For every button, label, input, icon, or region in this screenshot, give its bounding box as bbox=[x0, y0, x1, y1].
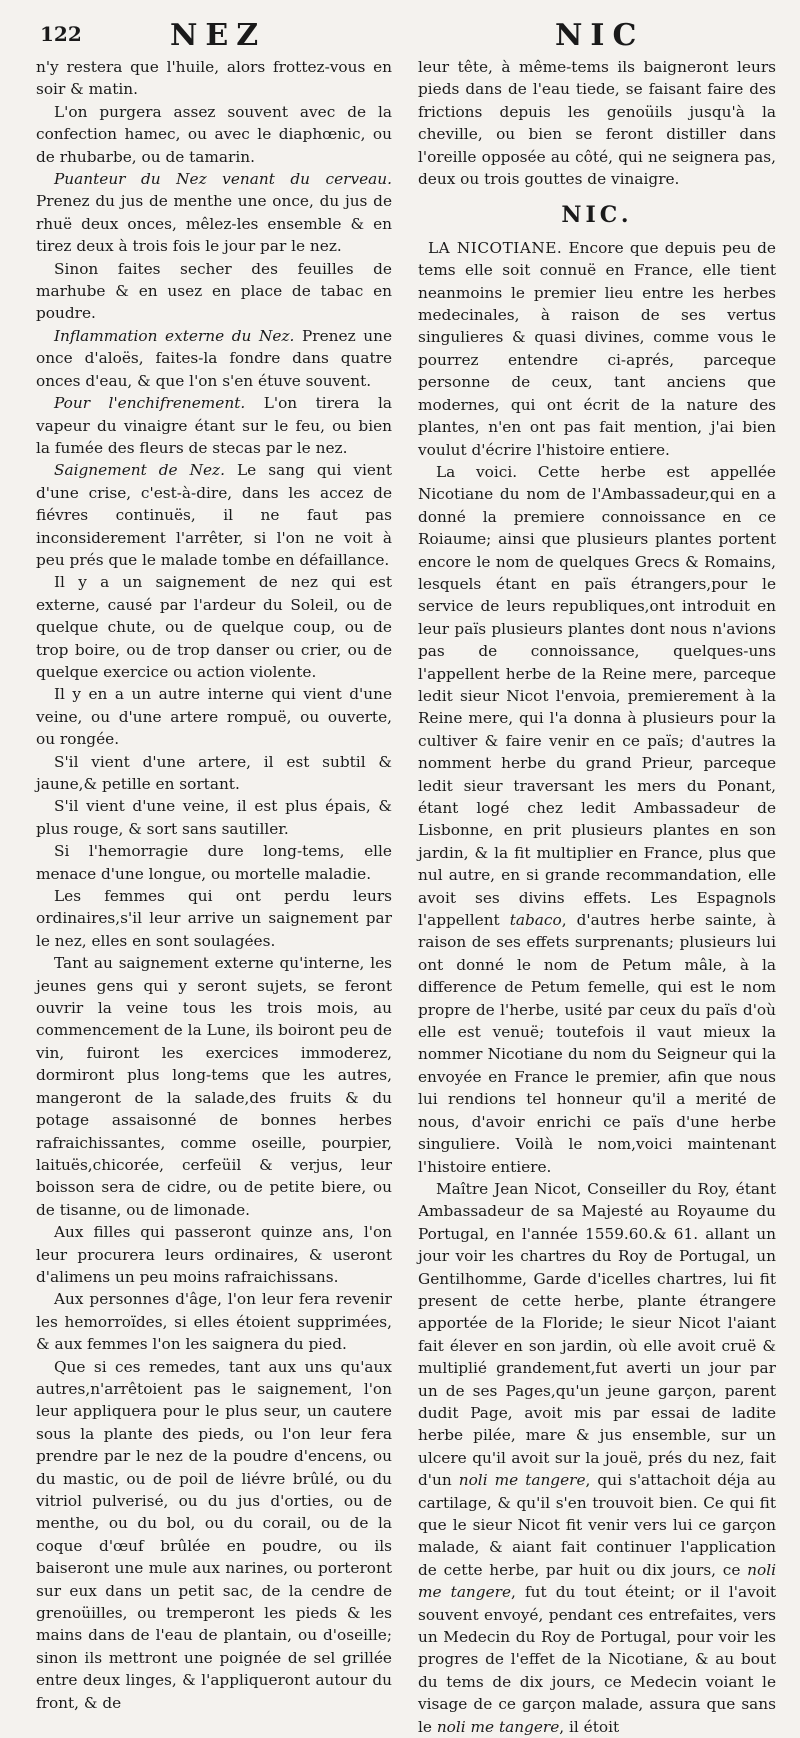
paragraph: Si l'hemorragie dure long-tems, elle menace d'une longue, ou mortelle maladie. bbox=[36, 842, 392, 883]
paragraph: leur tête, à même-tems ils baigneront leurs pieds dans de l'eau tiede, se faisant faire des frictions depuis les genoüils jusqu'à la cheville, ou bien se feront distiller dans l'oreille opposée au côté, qui ne seignera pas, deux ou trois gouttes de vinaigre. bbox=[418, 58, 776, 189]
paragraph: L'on purgera assez souvent avec de la confection hamec, ou avec le diaphœnic, ou de rhubarbe, ou de tamarin. bbox=[36, 102, 392, 166]
entry-title: Saignement de Nez. bbox=[54, 461, 225, 480]
paragraph: Il y en a un autre interne qui vient d'une veine, ou d'une artere rompuë, ou ouverte, ou rongée. bbox=[36, 685, 392, 749]
running-head-left: NEZ bbox=[170, 18, 267, 53]
paragraph: S'il vient d'une artere, il est subtil & jaune,& petille en sortant. bbox=[36, 752, 392, 793]
page-number: 122 bbox=[40, 22, 82, 46]
entry-text: Prenez une once d'aloës, faites-la fondre dans quatre onces d'eau, & que l'on s'en étuve souvent. bbox=[36, 326, 392, 390]
right-column bbox=[418, 56, 776, 1738]
paragraph: Aux filles qui passeront quinze ans, l'on leur procurera leurs ordinaires, & useront d'alimens un peu moins rafraichissans. bbox=[36, 1223, 392, 1286]
paragraph bbox=[418, 237, 776, 461]
paragraph bbox=[36, 168, 392, 258]
entry-text: Le sang qui vient d'une crise, c'est-à-dire, dans les accez de fiévres continuës, il ne faut pas inconsiderement l'arrêter, si l'on ne voit à peu prés que le malade tombe en défaillance. bbox=[36, 461, 392, 569]
left-column bbox=[36, 56, 392, 1714]
paragraph: Sinon faites secher des feuilles de marhube & en usez en place de tabac en poudre. bbox=[36, 259, 392, 323]
paragraph: S'il vient d'une veine, il est plus épais, & plus rouge, & sort sans sautiller. bbox=[36, 797, 392, 838]
entry-title: Puanteur du Nez venant du cerveau. bbox=[54, 170, 392, 189]
entry-title: Inflammation externe du Nez. bbox=[54, 326, 295, 345]
text-run: La voici. Cette herbe est appellée Nicotiane du nom de l'Ambassadeur,qui en a donné la premiere connoissance en ce Roiaume; ainsi que plusieurs plantes portent encore le nom de quelques Grecs & Romains, lesquels étant en païs étrangers,pour le service de leurs republiques,ont introduit en leur païs plusieurs plantes dont nous n'avions pas de connoissance, quelques-uns l'appellent herbe de la Reine mere, parceque ledit sieur Nicot l'envoia, premierement à la Reine mere, qui l'a donna à plusieurs pour la cultiver & faire venir en ce païs; d'autres la nomment herbe du grand Prieur, parceque ledit sieur traversant les mers du Ponant, étant logé chez ledit Ambassadeur de Lisbonne, en prit plusieurs plantes en son jardin, & la fit multiplier en France, plus que nul autre, en si grande recommandation, elle avoit ses divins effets. Les Espagnols l'appellent bbox=[418, 462, 776, 930]
paragraph bbox=[36, 392, 392, 459]
running-head-right: NIC bbox=[555, 18, 645, 53]
entry-text: L'on tirera la vapeur du vinaigre étant sur le feu, ou bien la fumée des fleurs de stecas par le nez. bbox=[36, 394, 392, 457]
entry-title: Pour l'enchifrenement. bbox=[54, 394, 246, 413]
paragraph bbox=[418, 461, 776, 1178]
text-run: , il étoit bbox=[559, 1717, 620, 1736]
paragraph: Les femmes qui ont perdu leurs ordinaires,s'il leur arrive un saignement par le nez, elles en sont soulagées. bbox=[36, 887, 392, 950]
section-heading: NIC. bbox=[561, 202, 633, 229]
text-run: Maître Jean Nicot, Conseiller du Roy, étant Ambassadeur de sa Majesté au Royaume du Portugal, en l'année 1559.60.& 61. allant un jour voir les chartres du Roy de Portugal, un Gentilhomme, Garde d'icelles chartres, lui fit present de cette herbe, plante étrangere apportée de la Floride; le sieur Nicot l'aiant fait élever en son jardin, où elle avoit cruë & multiplié grandement,fut averti un jour par un de ses Pages,qu'un jeune garçon, parent dudit Page, avoit mis par essai de ladite herbe pilée, mare & jus ensemble, sur un ulcere qu'il avoit sur la jouë, prés du nez, fait d'un bbox=[418, 1179, 776, 1490]
italic-term: noli me tangere bbox=[458, 1471, 586, 1490]
paragraph: n'y restera que l'huile, alors frottez-vous en soir & matin. bbox=[36, 58, 392, 99]
text-run: , fut du tout éteint; or il l'avoit souvent envoyé, pendant ces entrefaites, vers un Medecin du Roy de Portugal, pour voir les progres de l'effet de la Nicotiane, & au bout du tems de dix jours, ce Medecin voiant le visage de ce garçon malade, assura que sans le bbox=[418, 1583, 776, 1736]
paragraph bbox=[36, 325, 392, 392]
paragraph: Que si ces remedes, tant aux uns qu'aux autres,n'arrêtoient pas le saignement, l'on leur appliquera pour le plus seur, un cautere sous la plante des pieds, ou l'on leur fera prendre par le nez de la poudre d'encens, ou du mastic, ou de poil de liévre brûlé, ou du vitriol pulverisé, ou du jus d'orties, ou de menthe, ou du bol, ou du corail, ou de la coque d'œuf brûlée en poudre, ou ils baiseront une mule aux narines, ou porteront sur eux dans un petit sac, de la cendre de grenoüilles, ou tremperont les pieds & les mains dans de l'eau de plantain, ou d'oseille; sinon ils mettront une poignée de sel grillée entre deux linges, & l'appliqueront autour du front, & de bbox=[36, 1357, 392, 1712]
entry-title: LA NICOTIANE. bbox=[428, 238, 563, 257]
paragraph: Tant au saignement externe qu'interne, les jeunes gens qui y seront sujets, se feront ouvrir la veine tous les trois mois, au commencement de la Lune, ils boiront peu de vin, fuiront les exercices immoderez, dormiront plus long-tems que les autres, mangeront de la salade,des fruits & du potage assaisonné de bonnes herbes rafraichissantes, comme oseille, pourpier, laituës,chicorée, cerfeüil & verjus, leur boisson sera de cidre, ou de petite biere, ou de tisanne, ou de limonade. bbox=[36, 954, 392, 1219]
paragraph: Il y a un saignement de nez qui est externe, causé par l'ardeur du Soleil, ou de quelque chute, ou de quelque coup, ou de trop boire, ou de trop danser ou crier, ou de quelque exercice ou action violente. bbox=[36, 573, 392, 681]
paragraph: Aux personnes d'âge, l'on leur fera revenir les hemorroïdes, si elles étoient supprimées, & aux femmes l'on les saignera du pied. bbox=[36, 1290, 392, 1354]
italic-term: noli me tangere bbox=[436, 1717, 560, 1736]
text-run: , d'autres herbe sainte, à raison de ses effets surprenants; plusieurs lui ont donné le nom de Petum mâle, à la difference de Petum femelle, qui est le nom propre de l'herbe, usité par ceux du païs d'où elle est venuë; toutefois il vaut mieux la nommer Nicotiane du nom du Seigneur qui la envoyée en France le premier, afin que nous lui rendions tel honneur qu'il a merité de nous, d'avoir enrichi ce païs d'une herbe singuliere. Voilà le nom,voici maintenant l'histoire entiere. bbox=[418, 911, 776, 1176]
entry-text: Encore que depuis peu de tems elle soit connuë en France, elle tient neanmoins le premier lieu entre les herbes medecinales, à raison de ses vertus singulieres & quasi divines, comme vous le pourrez entendre ci-aprés, parceque personne de ceux, tant anciens que modernes, qui ont écrit de la nature des plantes, n'en ont pas fait mention, j'ai bien voulut d'écrire l'histoire entiere. bbox=[418, 238, 776, 459]
text-run: , qui s'attachoit déja au cartilage, & qu'il s'en trouvoit bien. Ce qui fit que le sieur Nicot fit venir vers lui ce garçon malade, & aiant fait continuer l'application de cette herbe, par huit ou dix jours, ce bbox=[418, 1471, 776, 1579]
paragraph bbox=[36, 459, 392, 571]
entry-text: Prenez du jus de menthe une once, du jus de rhuë deux onces, mêlez-les ensemble & en tirez deux à trois fois le jour par le nez. bbox=[36, 192, 392, 256]
italic-term: tabaco bbox=[509, 911, 562, 930]
paragraph bbox=[418, 1178, 776, 1738]
italic-term: noli me tangere bbox=[418, 1560, 776, 1602]
